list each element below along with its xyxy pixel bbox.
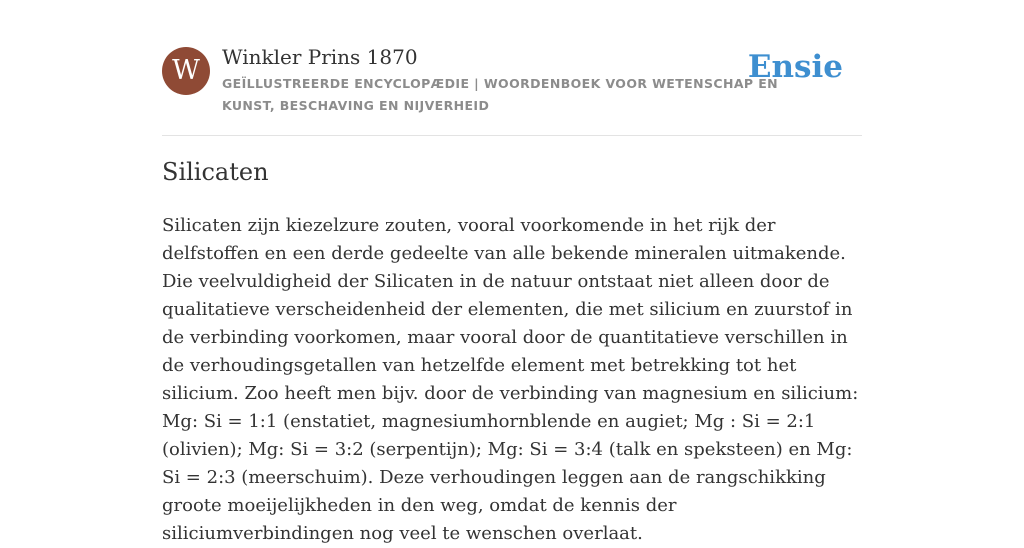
source-header (162, 44, 862, 120)
article-body: Silicaten zijn kiezelzure zouten, vooral voorkomende in het rijk der delfstoffen en een derde gedeelte van alle bekende mineralen uitmakende. Die veelvuldigheid der Silicaten in de natuur ontstaat niet alleen door de qualitatieve verscheidenheid der elementen, die met silicium en zuurstof in de verbinding voorkomen, maar vooral door de quantitatieve verschillen in de verhoudingsgetallen van hetzelfde element met betrekking tot het silicium. Zoo heeft men bijv. door de verbinding van magnesium en silicium: Mg: Si = 1:1 (enstatiet, magnesiumhornblende en augiet; Mg : Si = 2:1 (olivien); Mg: Si = 3:2 (serpentijn); Mg: Si = 3:4 (talk en speksteen) en Mg: Si = 2:3 (meerschuim). Deze verhoudingen leggen aan de rangschikking groote moeijelijkheden in den weg, omdat de kennis der siliciumverbindingen nog veel te wenschen overlaat. (162, 215, 859, 544)
source-subtitle: GEÏLLUSTREERDE ENCYCLOPÆDIE | WOORDENBOEK VOOR WETENSCHAP EN KUNST, BESCHAVING EN NIJVERHEID (222, 76, 779, 113)
article-title: Silicaten (162, 158, 269, 186)
ensie-logo-link[interactable]: Ensie (747, 49, 843, 85)
source-title[interactable]: Winkler Prins 1870 (222, 45, 418, 69)
header-divider (162, 135, 862, 136)
avatar[interactable]: W (162, 47, 210, 95)
